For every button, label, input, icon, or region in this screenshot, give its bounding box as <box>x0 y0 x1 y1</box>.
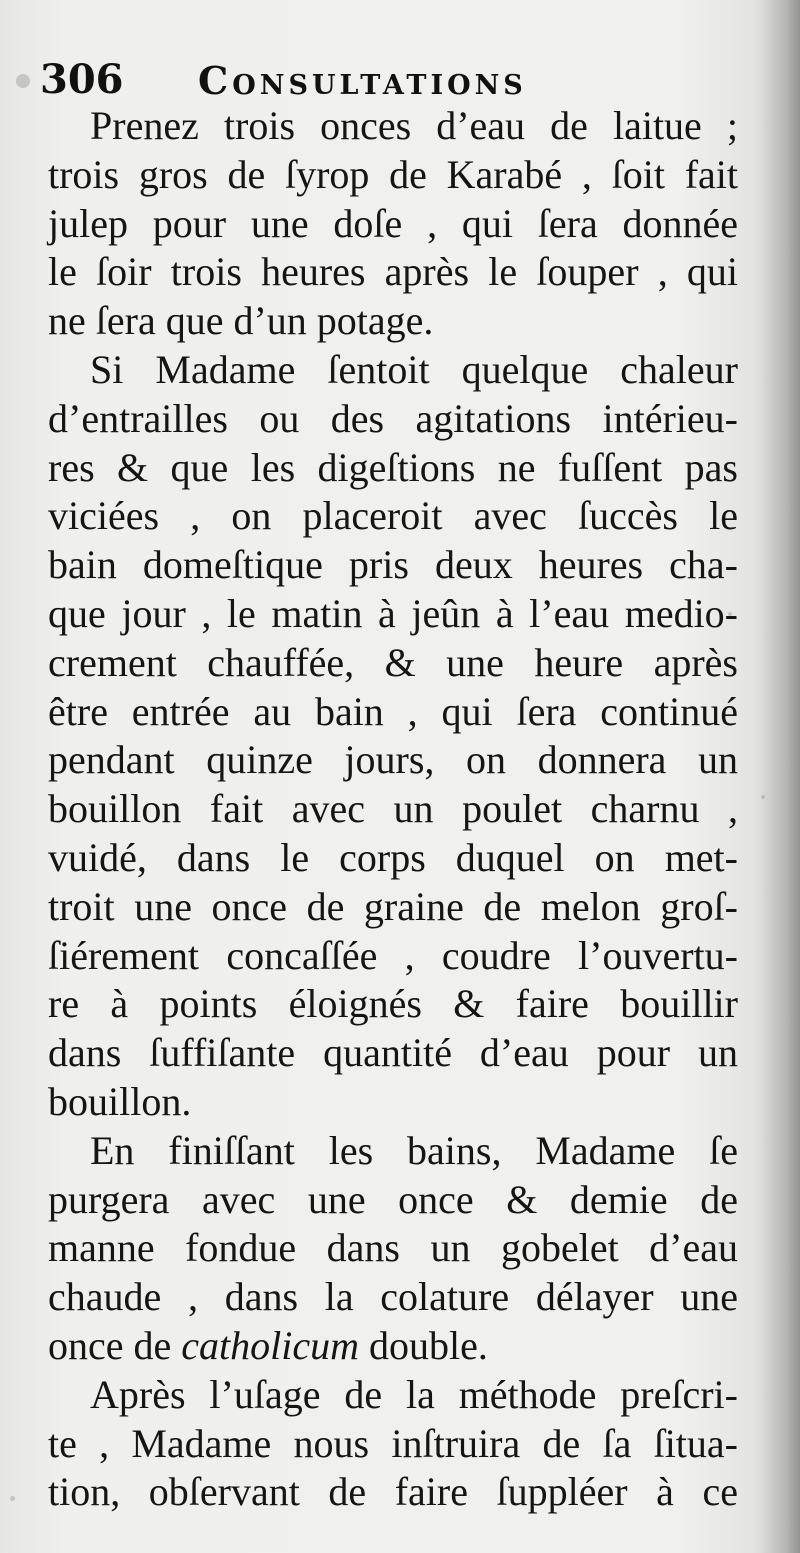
text-line: viciées , on placeroit avec ſuccès le <box>48 493 738 539</box>
text-line: vuidé, dans le corps duquel on met- <box>48 834 738 880</box>
text-line: le ſoir trois heures après le ſouper , qui <box>48 249 738 295</box>
text-line: bouillon fait avec un poulet charnu , <box>48 786 738 832</box>
text-line: bouillon. <box>48 1078 192 1124</box>
text-line: chaude , dans la colature délayer une <box>48 1274 738 1320</box>
text-line: julep pour une doſe , qui ſera donnée <box>48 200 738 246</box>
page-text <box>48 102 738 1517</box>
page-number: 306 <box>40 56 124 103</box>
text-line: d’entrailles ou des agitations intérieu- <box>48 395 738 441</box>
text-line: trois gros de ſyrop de Karabé , ſoit fait <box>48 151 738 197</box>
text-line: te , Madame nous inſtruira de ſa ſitua- <box>48 1420 738 1466</box>
text-line: être entrée au bain , qui ſera continué <box>48 688 738 734</box>
print-smudge <box>761 795 765 799</box>
line-prefix: once de <box>48 1322 172 1368</box>
line-suffix: double. <box>369 1322 488 1368</box>
text-line: pendant quinze jours, on donnera un <box>48 737 738 783</box>
text-line: ne ſera que d’un potage. <box>48 298 434 344</box>
text-line: ſiérement concaſſée , coudre l’ouvertu- <box>48 932 738 978</box>
text-line: Si Madame ſentoit quelque chaleur <box>90 346 738 392</box>
text-line: troit une once de graine de melon groſ- <box>48 883 738 929</box>
text-line: manne fondue dans un gobelet d’eau <box>48 1225 738 1271</box>
page-header <box>40 50 740 106</box>
text-line: bain domeſtique pris deux heures cha- <box>48 542 738 588</box>
print-smudge <box>16 74 30 88</box>
text-line: dans ſuffiſante quantité d’eau pour un <box>48 1030 738 1076</box>
text-line: crement chauffée, & une heure après <box>48 639 738 685</box>
text-line: En finiſſant les bains, Madame ſe <box>90 1127 738 1173</box>
text-line: tion, obſervant de faire ſuppléer à ce <box>48 1469 738 1515</box>
text-line: Prenez trois onces d’eau de laitue ; <box>90 103 738 148</box>
text-line: que jour , le matin à jeûn à l’eau medio- <box>48 590 738 636</box>
text-line <box>48 1322 738 1371</box>
print-smudge <box>10 1496 15 1501</box>
running-head: Consultations <box>198 58 527 103</box>
text-line: res & que les digeſtions ne fuſſent pas <box>48 444 738 490</box>
print-smudge <box>728 612 732 616</box>
text-line: purgera avec une once & demie de <box>48 1176 738 1222</box>
text-line: re à points éloignés & faire bouillir <box>48 981 738 1027</box>
italic-term: catholicum <box>181 1322 359 1368</box>
text-line: Après l’uſage de la méthode preſcri- <box>90 1371 738 1417</box>
